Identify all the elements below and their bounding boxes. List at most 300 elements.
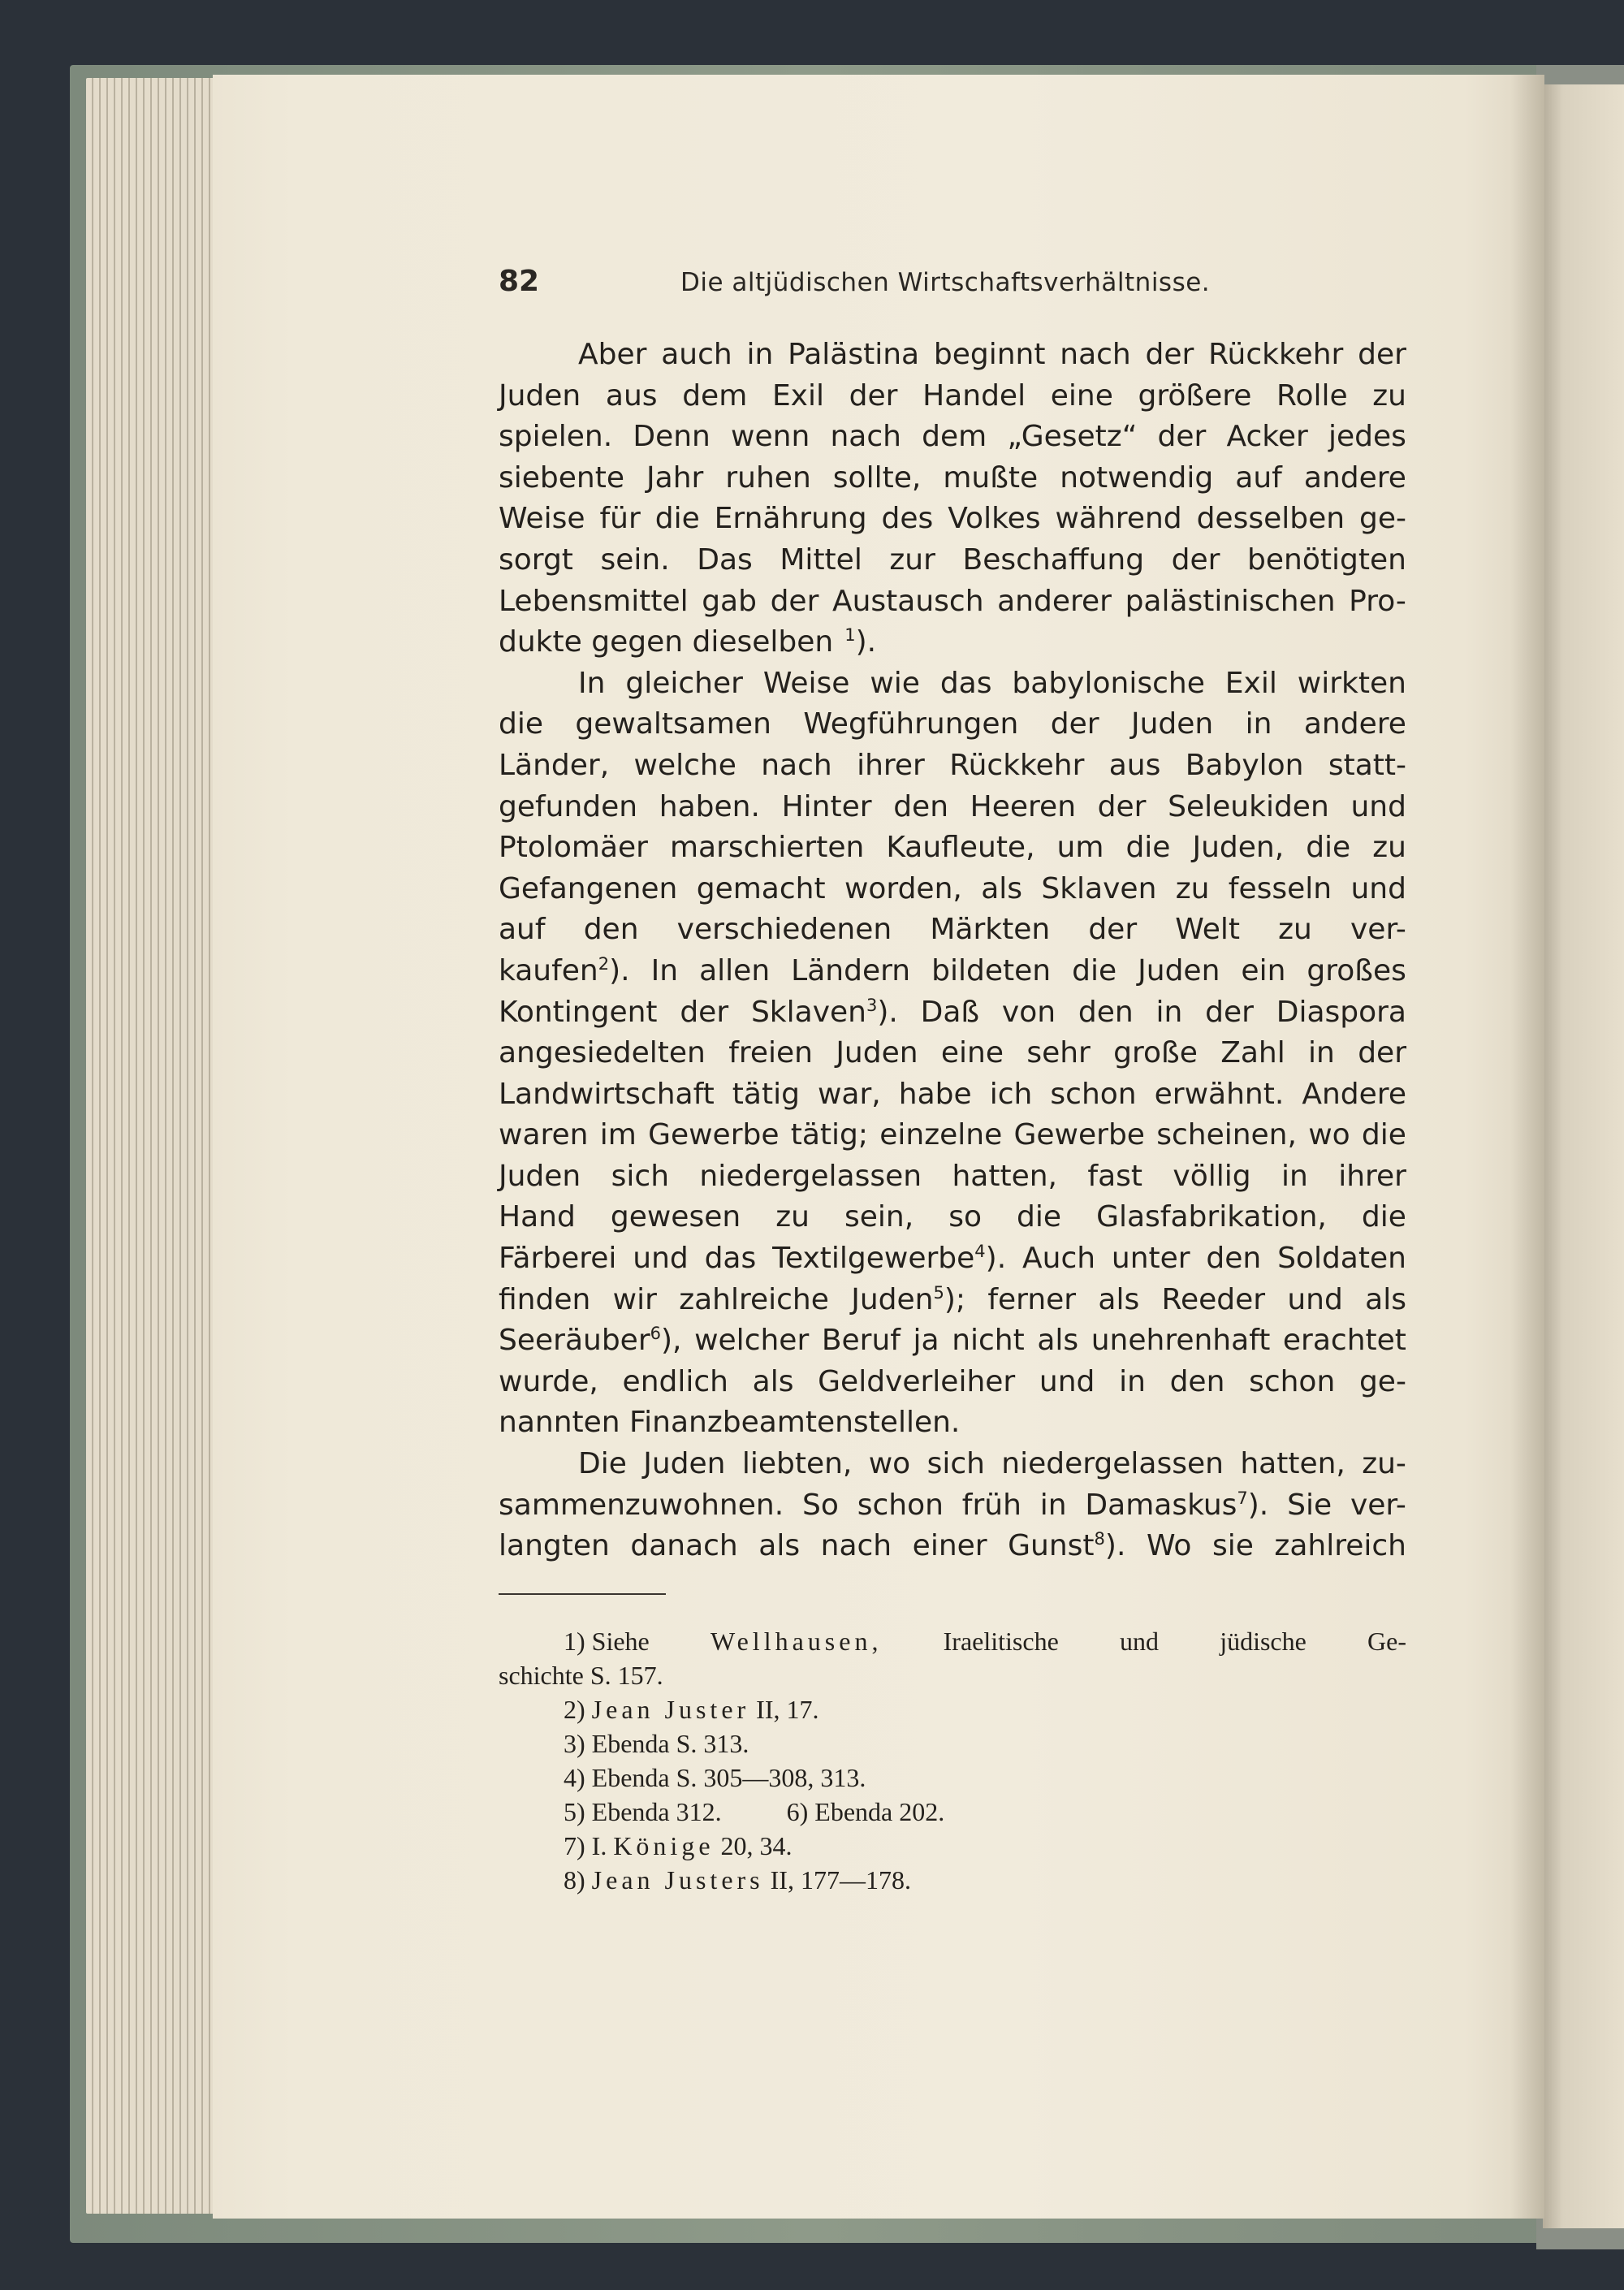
running-title: Die altjüdischen Wirtschaftsverhältnisse. [680,268,1211,297]
text-line [499,869,1406,910]
word: Juden [643,1447,726,1481]
word: Gewerbe [648,1118,780,1152]
word: in [1039,1488,1067,1522]
facing-page-edge [1543,84,1624,2228]
word: babylonische [1012,666,1205,700]
word: beginnt [933,338,1046,371]
word: Exil [1224,666,1277,700]
word: als [758,1529,801,1563]
footnote-author: Jean Juster [591,1695,750,1724]
word: Diaspora [1276,995,1406,1029]
word: notwendig [1060,460,1214,495]
word: Weise [499,502,585,536]
word: siebente [499,460,624,495]
word: hatten, [952,1159,1057,1193]
word: erachtet [1282,1324,1406,1358]
word: Länder, [499,748,610,782]
word: niedergelassen [699,1159,922,1193]
word: in [1281,1159,1308,1193]
footnote-author: Könige [613,1831,715,1860]
word: zahlreiche [679,1282,829,1316]
word: ihrer [1338,1159,1406,1193]
word: Märkten [930,913,1051,947]
word: verschiedenen [676,913,892,947]
text-line [499,704,1406,745]
body-text [499,335,1406,1567]
word: in [1155,995,1183,1029]
word: von [1001,995,1056,1029]
word: die [1017,1200,1062,1234]
word: Austausch [831,584,984,618]
word: war, [817,1077,881,1111]
word: Pro- [1349,584,1406,618]
word: mußte [943,460,1039,495]
word: endlich [622,1364,728,1398]
word: und [1287,1282,1343,1316]
word: das [704,1242,757,1276]
word: allen [699,953,771,987]
word: Hand [499,1200,576,1234]
footnote-ref: 5 [933,1282,944,1303]
word: Wo [1146,1529,1192,1563]
word: tätig [732,1077,800,1111]
text-line [499,1156,1406,1198]
text-line [499,1197,1406,1238]
text-line [499,1526,1406,1567]
word: in [746,338,774,371]
text-line [499,1320,1406,1362]
word: andere [1303,707,1406,741]
word: nach [830,420,901,454]
word: einer [912,1529,987,1563]
word: die [1072,953,1117,987]
word: ein [1241,953,1286,987]
word: der [1145,338,1194,371]
word: in [1308,1036,1335,1070]
footnote-text: 2) [564,1695,585,1724]
word: „Gesetz“ [1007,420,1138,454]
footnote-ref: 4 [974,1242,986,1262]
word: der [770,584,819,618]
word: größere [1138,378,1252,413]
word: ja [913,1324,939,1358]
footnote-text: 6) Ebenda 202. [786,1797,945,1826]
word: So [801,1488,839,1522]
word: Zahl [1220,1036,1285,1070]
word: worden, [844,871,962,905]
word: Juden [1130,707,1214,741]
word: Handel [922,378,1026,413]
word: Andere [1302,1077,1406,1111]
footnote-author: Wellhausen, [710,1627,883,1656]
text-line [499,663,1406,705]
text-run [499,622,888,663]
gutter-shadow [1510,75,1544,2219]
word: gleicher [625,666,743,700]
footnote-text: II, 17. [756,1695,819,1724]
word: danach [630,1529,738,1563]
word: sich [611,1159,670,1193]
footnote-3: 3) Ebenda S. 313. [564,1729,749,1758]
word: Kaufleute, [886,831,1035,865]
footnote-ref: 8 [1094,1529,1105,1549]
word: die [1361,1118,1406,1152]
word: die [1361,1200,1406,1234]
word: Landwirtschaft [499,1077,715,1111]
word: Exil [771,378,824,413]
word: bildeten [931,953,1052,987]
word: Gunst$^8$). [1008,1529,1126,1563]
word: als [752,1364,794,1398]
word: und [1350,789,1406,823]
word: Juden [499,378,581,413]
footnote-text: und [1119,1627,1159,1656]
text-line [499,1115,1406,1156]
text-run: dukte gegen dieselben [499,625,834,659]
word: jedes [1328,420,1406,454]
word: ihrer [857,748,925,782]
word: Beruf [821,1324,901,1358]
footnote-1 [499,1624,1406,1658]
word: erwähnt. [1154,1077,1285,1111]
footnote-ref: 3 [866,995,878,1015]
word: Seeräuber$^6$), [499,1324,682,1358]
footnote-5-6 [499,1795,1406,1829]
word: schon [1249,1364,1336,1398]
word: gefunden [499,789,638,823]
word: Sie [1287,1488,1332,1522]
text-line [499,1362,1406,1403]
word: Kontingent [499,995,658,1029]
footnote-text: Ge- [1367,1627,1406,1656]
word: In [578,666,606,700]
word: spielen. [499,420,613,454]
word: Juden [836,1036,918,1070]
word: zur [889,542,935,577]
word: Sklaven [1041,871,1157,905]
footnote-8 [499,1863,1406,1897]
text-line [499,1444,1406,1485]
word: waren [499,1118,589,1152]
footnote-4: 4) Ebenda S. 305—308, 313. [564,1763,866,1792]
word: sehr [1026,1036,1091,1070]
word: wir [612,1282,657,1316]
word: Heeren [970,789,1077,823]
word: wo [1308,1118,1350,1152]
word: Aber [578,338,647,371]
word: einzelne [879,1118,1003,1152]
footnote-2 [499,1692,1406,1726]
word: zahlreich [1274,1529,1406,1563]
footnote-text: 5) Ebenda 312. [564,1797,722,1826]
word: benötigten [1247,542,1406,577]
word: welche [633,748,736,782]
page-header [499,265,1408,305]
word: als [1098,1282,1140,1316]
word: aus [1108,748,1161,782]
word: wirkten [1297,666,1406,700]
word: tätig; [790,1118,869,1152]
word: liebten, [741,1447,853,1481]
word: Seleukiden [1168,789,1329,823]
footnote-text: 7) I. [564,1831,607,1860]
footnote-text: 8) [564,1865,585,1895]
word: ge- [1359,502,1406,536]
word: der [1358,338,1406,371]
text-line [499,499,1406,540]
word: ver- [1350,1488,1406,1522]
text-line: nannten Finanzbeamtenstellen. [499,1406,961,1440]
word: den [1169,1364,1225,1398]
word: wo [868,1447,911,1481]
word: desselben [1196,502,1345,536]
word: in [1245,707,1272,741]
word: Wegführungen [803,707,1019,741]
word: welcher [694,1324,810,1358]
word: nach [820,1529,892,1563]
word: aus [605,378,658,413]
word: hatten, [1240,1447,1345,1481]
footnote-text: 1) Siehe [564,1627,650,1656]
word: große [1113,1036,1198,1070]
word: Juden [499,1159,581,1193]
word: auf [1235,460,1282,495]
text-line [499,1033,1406,1074]
word: Juden, [1192,831,1285,865]
word: Auch [1022,1242,1096,1276]
text-line [499,1485,1406,1527]
footnote-separator [499,1593,666,1595]
word: um [1056,831,1104,865]
word: dem [922,420,987,454]
word: sein. [600,542,670,577]
text-line [499,910,1406,951]
word: schon [1050,1077,1137,1111]
word: den [1206,1242,1262,1276]
footnote-ref: 2 [598,953,610,974]
word: so [948,1200,982,1234]
word: Ländern [791,953,911,987]
word: völlig [1173,1159,1251,1193]
word: eine [1050,378,1113,413]
word: sein, [844,1200,914,1234]
word: zu [775,1200,810,1234]
word: wenn [731,420,810,454]
word: Die [578,1447,627,1481]
word: ge- [1358,1364,1406,1398]
word: zu [1278,913,1312,947]
word: Gewerbe [1013,1118,1145,1152]
word: sollte, [832,460,922,495]
word: der [1205,995,1254,1029]
word: gewaltsamen [575,707,771,741]
word: der [1171,542,1220,577]
word: die [499,707,544,741]
word: Sklaven$^3$). [750,995,898,1029]
text-line [499,827,1406,869]
text-line [499,1280,1406,1321]
word: Volkes [948,502,1041,536]
word: Denn [633,420,710,454]
word: Färberei [499,1242,617,1276]
word: auch [661,338,732,371]
word: früh [961,1488,1021,1522]
word: sammenzuwohnen. [499,1488,784,1522]
text-line [499,417,1406,458]
word: Daß [920,995,980,1029]
word: Rückkehr [949,748,1085,782]
text-line [499,376,1406,417]
word: palästinischen [1125,584,1336,618]
footnote-1-continued: schichte S. 157. [499,1661,663,1690]
page-number: 82 [499,265,540,298]
word: die [1306,831,1351,865]
word: Jahr [646,460,704,495]
text-line [499,622,1406,663]
word: nach [761,748,832,782]
text-line [499,335,1406,376]
text-line [499,540,1406,581]
footnote-ref: 7 [1237,1488,1248,1508]
word: niedergelassen [1001,1447,1224,1481]
word: und [1039,1364,1095,1398]
word: sich [926,1447,985,1481]
footnote-author: Jean Justers [591,1865,764,1895]
word: die [1125,831,1171,865]
text-line [499,951,1406,992]
text-line [499,581,1406,623]
word: ferner [987,1282,1077,1316]
word: dem [682,378,748,413]
word: Acker [1226,420,1308,454]
word: fast [1087,1159,1142,1193]
word: zu [1372,378,1406,413]
word: als [1365,1282,1406,1316]
word: ich [989,1077,1033,1111]
word: Juden$^5$); [851,1282,966,1316]
text-line [499,787,1406,828]
word: der [680,995,729,1029]
word: den [583,913,639,947]
word: Lebensmittel [499,584,689,618]
footnote-7 [499,1829,1406,1863]
word: Palästina [788,338,920,371]
word: nicht [952,1324,1025,1358]
word: Rückkehr [1208,338,1344,371]
word: Soldaten [1277,1242,1406,1276]
word: Reeder [1161,1282,1266,1316]
footnote-text: II, 177—178. [770,1865,911,1895]
word: des [881,502,934,536]
word: Gefangenen [499,871,678,905]
text-line [499,992,1406,1034]
word: Rolle [1276,378,1348,413]
word: im [599,1118,637,1152]
word: eine [940,1036,1004,1070]
word: gab [702,584,757,618]
word: Juden [1138,953,1220,987]
word: fesseln [1228,871,1332,905]
word: sorgt [499,542,573,577]
word: ver- [1350,913,1406,947]
word: marschierten [669,831,865,865]
word: Mittel [780,542,862,577]
word: Babylon [1185,748,1304,782]
word: scheinen, [1156,1118,1297,1152]
word: wurde, [499,1364,598,1398]
word: wie [870,666,920,700]
word: der [1050,707,1099,741]
word: zu- [1362,1447,1406,1481]
word: anderer [997,584,1112,618]
word: Damaskus$^7$). [1085,1488,1269,1522]
word: als [1037,1324,1079,1358]
word: langten [499,1529,610,1563]
word: während [1055,502,1182,536]
word: schon [857,1488,944,1522]
word: Ernährung [714,502,867,536]
word: die [654,502,700,536]
text-run: ). [855,625,877,659]
word: der [1358,1036,1406,1070]
word: zu [1175,871,1210,905]
footnote-ref: 1 [844,625,856,646]
word: Hinter [781,789,872,823]
word: andere [1303,460,1406,495]
footnote-ref: 6 [650,1324,662,1344]
word: kaufen$^2$). [499,953,630,987]
text-line [499,1238,1406,1280]
word: habe [898,1077,972,1111]
footnote-text: jüdische [1220,1627,1307,1656]
footnote-text: Iraelitische [943,1627,1059,1656]
word: nach [1060,338,1131,371]
word: gewesen [610,1200,741,1234]
text-line [499,458,1406,499]
word: Weise [762,666,850,700]
word: für [599,502,641,536]
word: gemacht [696,871,826,905]
word: in [1119,1364,1146,1398]
word: unter [1111,1242,1190,1276]
word: haben. [659,789,760,823]
word: und [633,1242,689,1276]
word: zu [1372,831,1406,865]
word: unehrenhaft [1091,1324,1271,1358]
word: Textilgewerbe$^4$). [772,1242,1007,1276]
word: den [1078,995,1134,1029]
word: ruhen [725,460,811,495]
word: der [849,378,898,413]
word: der [1157,420,1207,454]
word: Glasfabrikation, [1096,1200,1327,1234]
word: freien [728,1036,813,1070]
footnote-text: 20, 34. [720,1831,793,1860]
word: Das [697,542,753,577]
word: und [1350,871,1406,905]
word: der [1097,789,1147,823]
word: das [939,666,992,700]
word: der [1088,913,1138,947]
word: als [981,871,1023,905]
word: angesiedelten [499,1036,706,1070]
footnotes [499,1624,1406,1897]
word: Ptolomäer [499,831,648,865]
text-line [499,745,1406,787]
word: sie [1212,1529,1254,1563]
text-line [499,1074,1406,1116]
word: In [650,953,679,987]
